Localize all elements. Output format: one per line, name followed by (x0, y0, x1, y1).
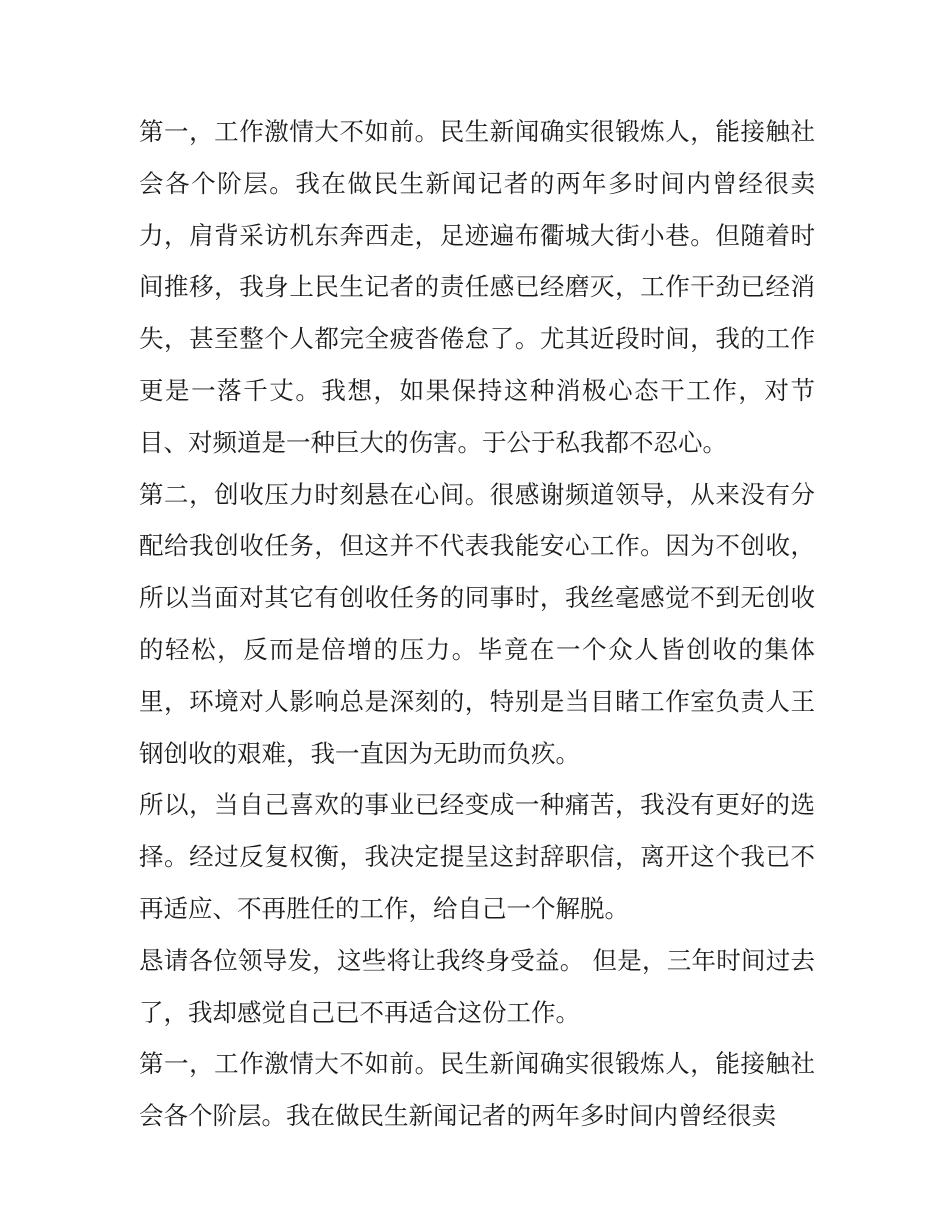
paragraph-3: 所以，当自己喜欢的事业已经变成一种痛苦，我没有更好的选择。经过反复权衡，我决定提呈这封辞职信，离开这个我已不再适应、不再胜任的工作，给自己一个解脱。 (139, 790, 815, 923)
paragraph-1: 第一，工作激情大不如前。民生新闻确实很锻炼人，能接触社会各个阶层。我在做民生新闻记者的两年多时间内曾经很卖力，肩背采访机东奔西走，足迹遍布衢城大街小巷。但随着时间推移，我身上民生记者的责任感已经磨灭，工作干劲已经消失，甚至整个人都完全疲沓倦怠了。尤其近段时间，我的工作更是一落千丈。我想，如果保持这种消极心态干工作，对节目、对频道是一种巨大的伤害。于公于私我都不忍心。 (139, 117, 815, 457)
paragraph-2: 第二，创收压力时刻悬在心间。很感谢频道领导，从来没有分配给我创收任务，但这并不代表我能安心工作。因为不创收，所以当面对其它有创收任务的同事时，我丝毫感觉不到无创收的轻松，反而是倍增的压力。毕竟在一个众人皆创收的集体里，环境对人影响总是深刻的，特别是当目睹工作室负责人王钢创收的艰难，我一直因为无助而负疚。 (139, 479, 815, 768)
paragraph-4: 恳请各位领导发，这些将让我终身受益。 但是，三年时间过去了，我却感觉自己已不再适合这份工作。 (139, 945, 815, 1027)
document-body (139, 106, 815, 1142)
paragraph-5: 第一，工作激情大不如前。民生新闻确实很锻炼人，能接触社会各个阶层。我在做民生新闻记者的两年多时间内曾经很卖 (139, 1049, 815, 1131)
